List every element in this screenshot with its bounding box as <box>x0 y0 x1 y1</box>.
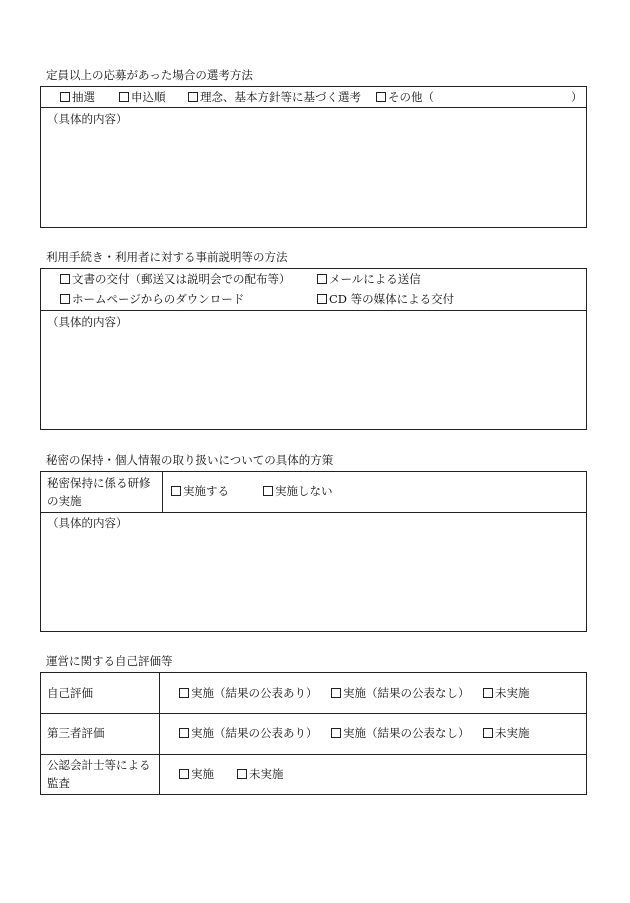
section-heading-pre-explanation: 利用手続き・利用者に対する事前説明等の方法 <box>46 250 288 264</box>
checkbox-icon[interactable] <box>179 688 189 698</box>
checkbox-icon[interactable] <box>317 294 327 304</box>
checkbox-icon[interactable] <box>179 769 189 779</box>
section-heading-self-evaluation: 運営に関する自己評価等 <box>46 654 173 668</box>
checkbox-icon[interactable] <box>179 728 189 738</box>
checkbox-icon[interactable] <box>483 688 493 698</box>
option-implemented-private[interactable]: 実施（結果の公表なし） <box>331 728 470 740</box>
table-row <box>41 713 586 755</box>
checkbox-icon[interactable] <box>263 486 273 496</box>
detail-label: （具体的内容） <box>47 516 128 530</box>
checkbox-icon[interactable] <box>331 688 341 698</box>
pre-explanation-box <box>40 268 587 430</box>
checkbox-icon[interactable] <box>237 769 247 779</box>
checkbox-icon[interactable] <box>376 92 386 102</box>
checkbox-icon[interactable] <box>171 486 181 496</box>
row-label-third-party: 第三者評価 <box>47 726 105 740</box>
detail-label: （具体的内容） <box>47 315 128 329</box>
option-document[interactable]: 文書の交付（郵送又は説明会での配布等） <box>60 274 291 286</box>
table-row <box>41 754 586 794</box>
checkbox-icon[interactable] <box>119 92 129 102</box>
selection-options-row <box>41 87 586 108</box>
checkbox-icon[interactable] <box>317 274 327 284</box>
table-row <box>41 673 586 714</box>
checkbox-icon[interactable] <box>188 92 198 102</box>
option-cd-media[interactable]: CD 等の媒体による交付 <box>317 294 454 306</box>
option-lottery[interactable]: 抽選 <box>60 92 95 104</box>
option-implemented-public[interactable]: 実施（結果の公表あり） <box>179 688 318 700</box>
selection-method-box <box>40 86 587 228</box>
option-not-implemented[interactable]: 未実施 <box>483 728 530 740</box>
confidentiality-box <box>40 471 587 632</box>
option-not-implement[interactable]: 実施しない <box>263 486 333 498</box>
detail-label: （具体的内容） <box>47 112 128 126</box>
row-label-audit-line2: 監査 <box>47 776 70 790</box>
checkbox-icon[interactable] <box>60 294 70 304</box>
section-heading-confidentiality: 秘密の保持・個人情報の取り扱いについての具体的方策 <box>46 453 334 467</box>
checkbox-icon[interactable] <box>483 728 493 738</box>
option-implemented-private[interactable]: 実施（結果の公表なし） <box>331 688 470 700</box>
explanation-options-row <box>41 269 586 311</box>
option-not-implemented[interactable]: 未実施 <box>483 688 530 700</box>
section-heading-selection-method: 定員以上の応募があった場合の選考方法 <box>46 68 253 82</box>
row-label-audit-line1: 公認会計士等による <box>47 758 151 772</box>
row-label-self-evaluation: 自己評価 <box>47 686 93 700</box>
checkbox-icon[interactable] <box>60 92 70 102</box>
checkbox-icon[interactable] <box>331 728 341 738</box>
training-row <box>41 472 586 513</box>
self-evaluation-table <box>40 672 587 795</box>
other-close-paren: ） <box>571 90 583 104</box>
training-label-line2: の実施 <box>47 494 82 508</box>
option-implement[interactable]: 実施する <box>171 486 229 498</box>
option-application-order[interactable]: 申込順 <box>119 92 166 104</box>
option-not-implemented[interactable]: 未実施 <box>237 769 284 781</box>
option-other[interactable]: その他（ <box>376 92 434 104</box>
option-implemented[interactable]: 実施 <box>179 769 214 781</box>
option-philosophy-based[interactable]: 理念、基本方針等に基づく選考 <box>188 92 361 104</box>
option-implemented-public[interactable]: 実施（結果の公表あり） <box>179 728 318 740</box>
training-label-line1: 秘密保持に係る研修 <box>47 476 151 490</box>
option-email[interactable]: メールによる送信 <box>317 274 421 286</box>
option-download[interactable]: ホームページからのダウンロード <box>60 294 244 306</box>
checkbox-icon[interactable] <box>60 274 70 284</box>
